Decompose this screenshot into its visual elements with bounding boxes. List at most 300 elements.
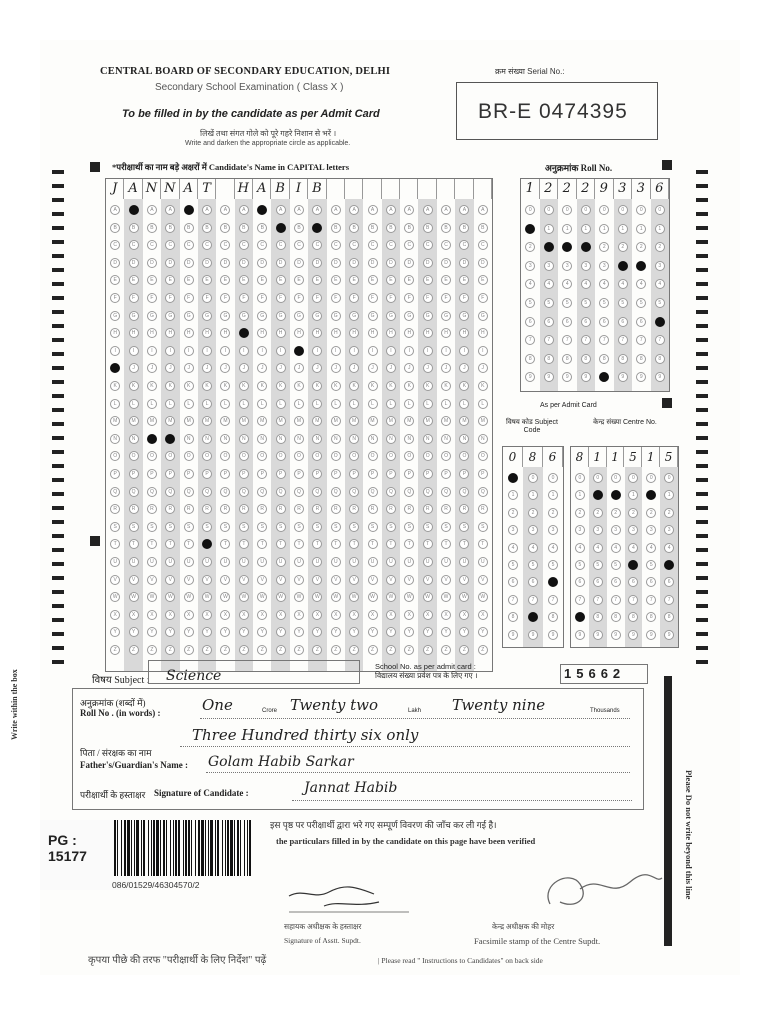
name-bubble: V: [312, 575, 322, 585]
name-char-box: B: [308, 179, 326, 199]
name-bubble: M: [404, 416, 414, 426]
roll-bubble: 7: [655, 335, 665, 345]
name-bubble: N: [312, 434, 322, 444]
roll-bubble: 9: [525, 372, 535, 382]
centre-no-bubble: 4: [593, 543, 603, 553]
name-bubble: U: [312, 557, 322, 567]
name-bubble: Q: [294, 487, 304, 497]
roll-bubble: 3: [544, 261, 554, 271]
name-bubble: X: [220, 610, 230, 620]
name-bubble: M: [276, 416, 286, 426]
name-bubble: B: [423, 223, 433, 233]
name-bubble: B: [239, 223, 249, 233]
barcode-bar: [247, 820, 248, 876]
name-bubble: L: [349, 399, 359, 409]
name-bubble: R: [312, 504, 322, 514]
roll-rest-value: Three Hundred thirty six only: [192, 726, 419, 744]
name-bubble: H: [276, 328, 286, 338]
corner-mark: [90, 536, 100, 546]
name-bubble: T: [184, 539, 194, 549]
roll-bubble: 2: [618, 242, 628, 252]
name-bubble: G: [423, 311, 433, 321]
barcode-bar: [195, 820, 196, 876]
centre-no-bubble: 2: [575, 508, 585, 518]
subject-code-bubble: 2: [528, 508, 538, 518]
name-bubble: O: [423, 451, 433, 461]
name-bubble: L: [423, 399, 433, 409]
name-bubble: Z: [147, 645, 157, 655]
timing-mark: [696, 338, 708, 342]
centre-no-char-box: 1: [642, 447, 660, 467]
name-bubble: W: [441, 592, 451, 602]
name-bubble: R: [202, 504, 212, 514]
name-bubble: F: [423, 293, 433, 303]
name-bubble: G: [165, 311, 175, 321]
name-bubble: D: [423, 258, 433, 268]
subject-code-bubble: 0: [548, 473, 558, 483]
name-bubble: K: [441, 381, 451, 391]
name-bubble: W: [184, 592, 194, 602]
name-bubble: P: [147, 469, 157, 479]
name-bubble: X: [331, 610, 341, 620]
name-bubble: G: [276, 311, 286, 321]
centre-no-bubble: 6: [664, 577, 674, 587]
name-bubble: N: [349, 434, 359, 444]
name-bubble: P: [257, 469, 267, 479]
centre-no-bubble: 2: [664, 508, 674, 518]
name-bubble: Q: [184, 487, 194, 497]
name-bubble: D: [441, 258, 451, 268]
roll-bubble: [599, 372, 609, 382]
name-bubble: H: [441, 328, 451, 338]
name-bubble: A: [294, 205, 304, 215]
name-bubble: C: [147, 240, 157, 250]
timing-mark: [696, 646, 708, 650]
name-bubble: U: [276, 557, 286, 567]
name-bubble: C: [349, 240, 359, 250]
name-bubble: U: [459, 557, 469, 567]
name-bubble: E: [184, 275, 194, 285]
name-bubble: X: [478, 610, 488, 620]
name-bubble: V: [239, 575, 249, 585]
name-bubble: X: [129, 610, 139, 620]
name-bubble: M: [202, 416, 212, 426]
name-bubble: Z: [386, 645, 396, 655]
name-bubble: R: [404, 504, 414, 514]
name-bubble: G: [349, 311, 359, 321]
name-bubble: A: [276, 205, 286, 215]
centre-no-bubble: 4: [664, 543, 674, 553]
timing-mark: [696, 408, 708, 412]
name-bubble: J: [368, 363, 378, 373]
centre-no-char-box: 1: [607, 447, 625, 467]
name-bubble: L: [312, 399, 322, 409]
name-char-box: N: [143, 179, 161, 199]
name-bubble: X: [276, 610, 286, 620]
timing-mark: [52, 324, 64, 328]
roll-bubble: 7: [525, 335, 535, 345]
name-bubble: I: [276, 346, 286, 356]
name-bubble: W: [349, 592, 359, 602]
name-bubble: M: [349, 416, 359, 426]
timing-mark: [696, 478, 708, 482]
name-char-box: [437, 179, 455, 199]
name-bubble: G: [184, 311, 194, 321]
name-bubble: U: [423, 557, 433, 567]
roll-char-box: 6: [651, 179, 670, 199]
name-bubble: X: [312, 610, 322, 620]
name-bubble: T: [423, 539, 433, 549]
roll-bubble: 5: [544, 298, 554, 308]
name-bubble: X: [147, 610, 157, 620]
guardian-label-hindi: पिता / संरक्षक का नाम: [80, 748, 152, 758]
name-bubble: M: [441, 416, 451, 426]
name-bubble: R: [147, 504, 157, 514]
roll-bubble: 8: [525, 354, 535, 364]
name-bubble: U: [294, 557, 304, 567]
name-bubble: P: [404, 469, 414, 479]
centre-no-bubble: 7: [593, 595, 603, 605]
timing-mark: [52, 422, 64, 426]
barcode-bar: [131, 820, 132, 876]
centre-no-bubble: 8: [628, 612, 638, 622]
name-bubble: S: [184, 522, 194, 532]
name-bubble: E: [220, 275, 230, 285]
centre-no-bubble: 0: [646, 473, 656, 483]
name-bubble: F: [294, 293, 304, 303]
timing-mark: [52, 548, 64, 552]
centre-no-bubble: 7: [575, 595, 585, 605]
name-bubble: T: [441, 539, 451, 549]
timing-mark: [696, 520, 708, 524]
name-bubble: Y: [165, 627, 175, 637]
subject-code-bubble: 3: [548, 525, 558, 535]
roll-bubble: 1: [599, 224, 609, 234]
name-bubble: H: [459, 328, 469, 338]
fill-instruction: To be filled in by the candidate as per Admit Card: [122, 108, 380, 120]
name-bubble: K: [459, 381, 469, 391]
name-bubble: P: [129, 469, 139, 479]
roll-bubble: 0: [581, 205, 591, 215]
barcode-bar: [205, 820, 206, 876]
name-bubble: M: [220, 416, 230, 426]
subject-code-bubble: 1: [528, 490, 538, 500]
name-bubble: W: [386, 592, 396, 602]
name-bubble: Z: [368, 645, 378, 655]
name-bubble: M: [478, 416, 488, 426]
name-bubble: E: [239, 275, 249, 285]
barcode-bar: [237, 820, 239, 876]
roll-bubble: [562, 242, 572, 252]
name-bubble: E: [294, 275, 304, 285]
name-bubble: I: [423, 346, 433, 356]
barcode-bar: [170, 820, 171, 876]
roll-crore-value: One: [202, 696, 233, 714]
name-bubble: K: [147, 381, 157, 391]
name-bubble: I: [441, 346, 451, 356]
timing-mark: [52, 632, 64, 636]
name-bubble: T: [331, 539, 341, 549]
centre-no-bubble: 9: [593, 630, 603, 640]
roll-char-box: 3: [614, 179, 633, 199]
subject-code-char-box: 8: [523, 447, 543, 467]
name-bubble: I: [147, 346, 157, 356]
name-bubble: O: [147, 451, 157, 461]
name-bubble: Y: [331, 627, 341, 637]
subject-code-bubble: 9: [548, 630, 558, 640]
name-bubble: M: [331, 416, 341, 426]
name-bubble: Z: [459, 645, 469, 655]
name-bubble: K: [220, 381, 230, 391]
roll-words-label-hindi: अनुक्रमांक (शब्दों में): [80, 698, 146, 708]
roll-bubble: 4: [581, 279, 591, 289]
roll-bubble: 5: [618, 298, 628, 308]
centre-no-bubble: 9: [628, 630, 638, 640]
timing-mark: [52, 660, 64, 664]
name-bubble: A: [349, 205, 359, 215]
roll-bubble: 7: [636, 335, 646, 345]
name-bubble: J: [331, 363, 341, 373]
name-bubble: Z: [312, 645, 322, 655]
name-bubble: P: [184, 469, 194, 479]
timing-mark: [52, 408, 64, 412]
name-char-box: [345, 179, 363, 199]
timing-mark: [52, 184, 64, 188]
timing-mark: [52, 492, 64, 496]
roll-bubble: 4: [599, 279, 609, 289]
name-bubble: X: [404, 610, 414, 620]
name-bubble: H: [129, 328, 139, 338]
name-bubble: G: [294, 311, 304, 321]
serial-label: क्रम संख्या Serial No.:: [495, 67, 565, 76]
name-bubble: E: [129, 275, 139, 285]
roll-bubble: 9: [581, 372, 591, 382]
roll-bubble: 0: [544, 205, 554, 215]
name-bubble: K: [331, 381, 341, 391]
name-bubble: M: [312, 416, 322, 426]
name-bubble: V: [220, 575, 230, 585]
name-bubble: F: [441, 293, 451, 303]
roll-bubble: 9: [562, 372, 572, 382]
name-bubble: Y: [423, 627, 433, 637]
roll-grid: [520, 178, 670, 392]
name-bubble: [276, 223, 286, 233]
name-bubble: A: [386, 205, 396, 215]
name-bubble: H: [220, 328, 230, 338]
name-bubble: O: [257, 451, 267, 461]
name-bubble: O: [184, 451, 194, 461]
name-bubble: E: [478, 275, 488, 285]
roll-bubble: 8: [544, 354, 554, 364]
centre-no-bubble: 1: [664, 490, 674, 500]
name-bubble: Y: [459, 627, 469, 637]
name-bubble: M: [368, 416, 378, 426]
name-bubble: T: [147, 539, 157, 549]
serial-number: BR-E 0474395: [478, 100, 628, 123]
name-bubble: Y: [441, 627, 451, 637]
name-bubble: V: [257, 575, 267, 585]
timing-mark: [696, 184, 708, 188]
name-bubble: D: [459, 258, 469, 268]
roll-no-label: अनुक्रमांक Roll No.: [545, 163, 613, 173]
name-char-box: [363, 179, 381, 199]
name-bubble: M: [184, 416, 194, 426]
name-bubble: D: [276, 258, 286, 268]
name-bubble: T: [220, 539, 230, 549]
name-bubble: V: [147, 575, 157, 585]
admit-card-label: As per Admit Card: [540, 402, 597, 409]
pg-label: [48, 832, 87, 864]
timing-mark: [52, 562, 64, 566]
centre-no-bubble: 0: [611, 473, 621, 483]
name-bubble: H: [312, 328, 322, 338]
name-bubble: A: [220, 205, 230, 215]
name-bubble: S: [404, 522, 414, 532]
timing-mark: [696, 240, 708, 244]
centre-no-bubble: 7: [664, 595, 674, 605]
roll-bubble: 1: [562, 224, 572, 234]
name-bubble: V: [294, 575, 304, 585]
centre-no-bubble: 6: [593, 577, 603, 587]
answer-sheet: [10, 40, 740, 975]
centre-no-bubble: 3: [575, 525, 585, 535]
name-bubble: S: [239, 522, 249, 532]
name-bubble: M: [165, 416, 175, 426]
barcode: [112, 820, 252, 876]
name-bubble: R: [239, 504, 249, 514]
subject-code-bubble: 7: [548, 595, 558, 605]
centre-no-bubble: 5: [593, 560, 603, 570]
name-bubble: M: [386, 416, 396, 426]
name-bubble: D: [386, 258, 396, 268]
thousand-label: Thousands: [590, 708, 620, 714]
name-bubble: I: [165, 346, 175, 356]
name-bubble: [294, 346, 304, 356]
centre-no-bubble: 1: [575, 490, 585, 500]
name-bubble: B: [257, 223, 267, 233]
candidate-name-label: *परीक्षार्थी का नाम बड़े अक्षरों में Candidate's Name in CAPITAL letters: [112, 162, 350, 172]
name-bubble: T: [368, 539, 378, 549]
name-bubble: R: [294, 504, 304, 514]
name-bubble: W: [276, 592, 286, 602]
name-bubble: Y: [276, 627, 286, 637]
name-bubble: D: [312, 258, 322, 268]
name-bubble: I: [349, 346, 359, 356]
name-bubble: G: [404, 311, 414, 321]
name-bubble: J: [441, 363, 451, 373]
roll-bubble: 7: [581, 335, 591, 345]
name-bubble: B: [386, 223, 396, 233]
timing-mark: [52, 338, 64, 342]
roll-bubble: 0: [655, 205, 665, 215]
name-bubble: I: [478, 346, 488, 356]
timing-mark: [696, 436, 708, 440]
name-bubble: D: [404, 258, 414, 268]
name-bubble: D: [349, 258, 359, 268]
barcode-bar: [215, 820, 216, 876]
name-bubble: B: [404, 223, 414, 233]
centre-no-char-box: 8: [571, 447, 589, 467]
name-bubble: N: [459, 434, 469, 444]
name-bubble: H: [294, 328, 304, 338]
name-bubble: P: [276, 469, 286, 479]
name-bubble: E: [147, 275, 157, 285]
name-bubble: D: [368, 258, 378, 268]
timing-mark: [52, 478, 64, 482]
name-bubble: O: [386, 451, 396, 461]
name-bubble: X: [165, 610, 175, 620]
name-bubble: N: [441, 434, 451, 444]
timing-mark: [52, 590, 64, 594]
subject-code-bubble: 2: [508, 508, 518, 518]
name-bubble: E: [312, 275, 322, 285]
right-border-bar: [664, 676, 672, 946]
name-bubble: W: [165, 592, 175, 602]
timing-mark: [52, 254, 64, 258]
timing-mark: [696, 198, 708, 202]
name-bubble: T: [312, 539, 322, 549]
barcode-bar: [178, 820, 180, 876]
barcode-bar: [188, 820, 190, 876]
guardian-value: Golam Habib Sarkar: [208, 754, 354, 770]
timing-mark: [52, 268, 64, 272]
timing-mark: [696, 450, 708, 454]
name-bubble: K: [202, 381, 212, 391]
name-bubble: J: [276, 363, 286, 373]
roll-bubble: [525, 224, 535, 234]
name-bubble: R: [478, 504, 488, 514]
name-bubble: V: [129, 575, 139, 585]
barcode-bar: [117, 820, 118, 876]
name-bubble: P: [312, 469, 322, 479]
name-bubble: X: [239, 610, 249, 620]
centre-no-bubble: 2: [628, 508, 638, 518]
name-bubble: T: [459, 539, 469, 549]
name-bubble: H: [147, 328, 157, 338]
name-bubble: G: [257, 311, 267, 321]
name-bubble: S: [147, 522, 157, 532]
name-bubble: M: [110, 416, 120, 426]
name-bubble: D: [239, 258, 249, 268]
name-bubble: E: [386, 275, 396, 285]
name-bubble: J: [239, 363, 249, 373]
name-bubble: L: [184, 399, 194, 409]
roll-bubble: 5: [562, 298, 572, 308]
name-bubble: R: [129, 504, 139, 514]
timing-mark: [696, 506, 708, 510]
name-bubble: K: [239, 381, 249, 391]
name-bubble: R: [331, 504, 341, 514]
name-bubble: A: [423, 205, 433, 215]
name-bubble: N: [129, 434, 139, 444]
exam-title: Secondary School Examination ( Class X ): [155, 82, 344, 93]
name-bubble: P: [459, 469, 469, 479]
roll-bubble: 8: [581, 354, 591, 364]
name-bubble: I: [257, 346, 267, 356]
name-char-box: [418, 179, 436, 199]
timing-mark: [696, 604, 708, 608]
name-bubble: W: [478, 592, 488, 602]
subject-code-bubble: 1: [548, 490, 558, 500]
name-bubble: S: [294, 522, 304, 532]
name-bubble: P: [423, 469, 433, 479]
timing-mark: [696, 548, 708, 552]
name-bubble: U: [239, 557, 249, 567]
barcode-bar: [163, 820, 165, 876]
name-bubble: J: [349, 363, 359, 373]
name-bubble: Z: [239, 645, 249, 655]
name-bubble: S: [331, 522, 341, 532]
